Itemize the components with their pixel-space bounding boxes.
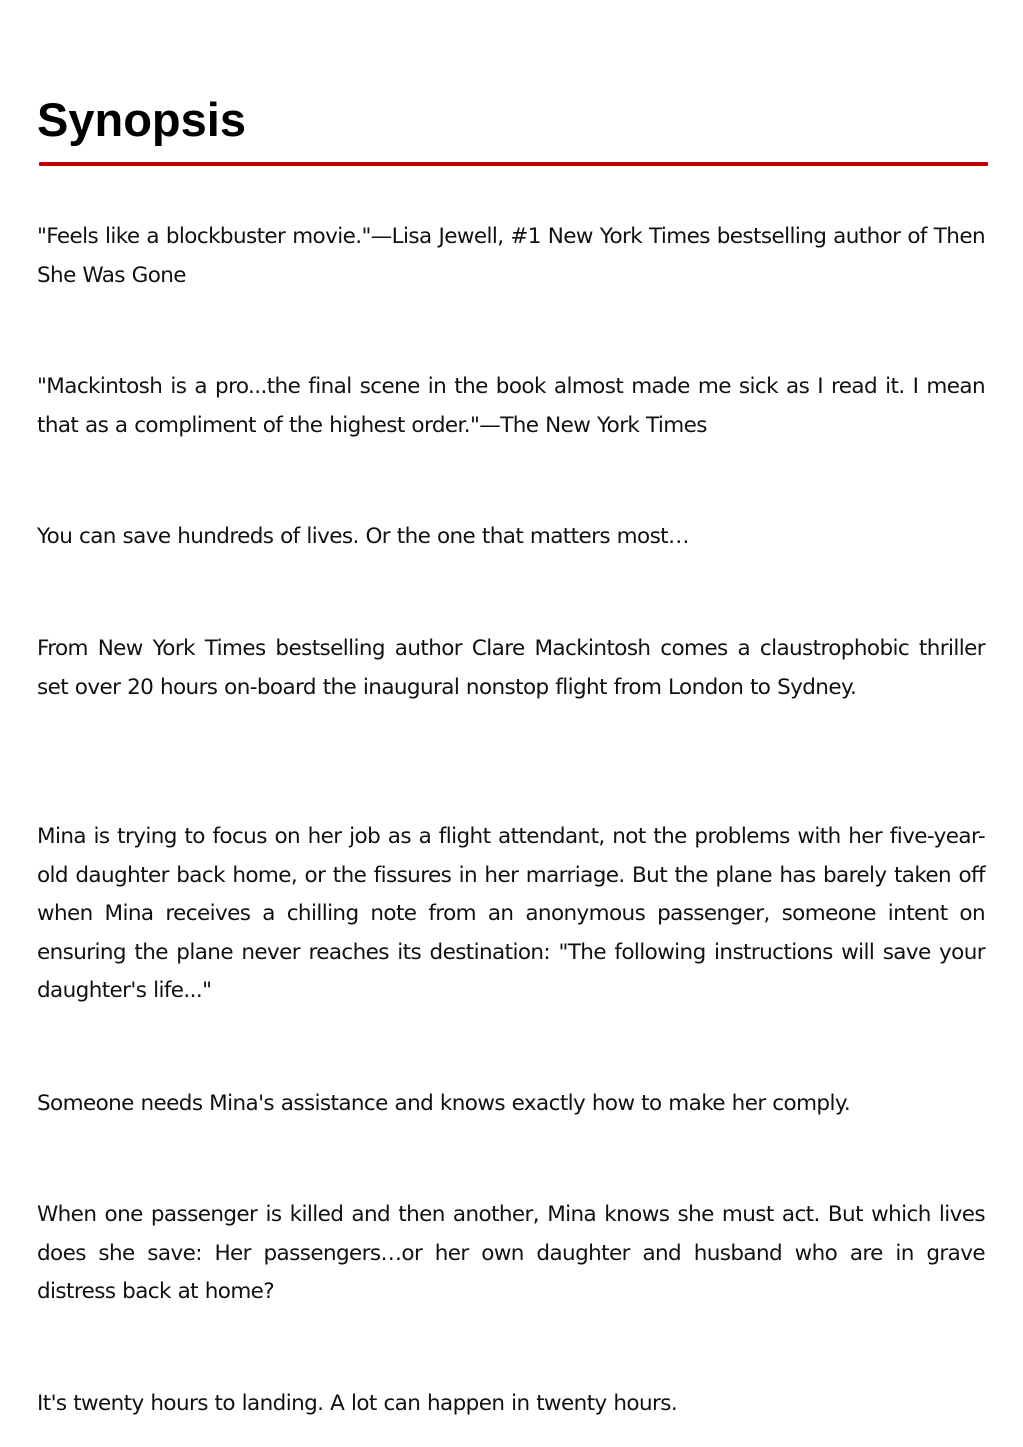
- closing-paragraph: It's twenty hours to landing. A lot can happen in twenty hours.: [37, 1391, 678, 1416]
- plot-paragraph: Mina is trying to focus on her job as a flight attendant, not the problems with her five-year-old daughter back home, or the fissures in her marriage. But the plane has barely taken off when Mina receives a chilling note from an anonymous passenger, someone intent on ensuring the plane never reaches its destination: "The following instructions will save your daughter's life...": [37, 824, 985, 1003]
- intro-paragraph: From New York Times bestselling author Clare Mackintosh comes a claustrophobic thriller set over 20 hours on-board the inaugural nonstop flight from London to Sydney.: [37, 636, 985, 700]
- tagline-paragraph: You can save hundreds of lives. Or the one that matters most…: [37, 524, 689, 549]
- title-underline-divider: [39, 162, 988, 166]
- quote-lisa-jewell: "Feels like a blockbuster movie."—Lisa Jewell, #1 New York Times bestselling author of Then She Was Gone: [37, 224, 985, 288]
- quote-new-york-times: "Mackintosh is a pro...the final scene in the book almost made me sick as I read it. I mean that as a compliment of the highest order."—The New York Times: [37, 374, 985, 438]
- dilemma-paragraph: When one passenger is killed and then another, Mina knows she must act. But which lives does she save: Her passengers…or her own daughter and husband who are in grave distress back at home?: [37, 1202, 985, 1304]
- page-title: Synopsis: [37, 93, 246, 146]
- assistance-paragraph: Someone needs Mina's assistance and knows exactly how to make her comply.: [37, 1091, 851, 1116]
